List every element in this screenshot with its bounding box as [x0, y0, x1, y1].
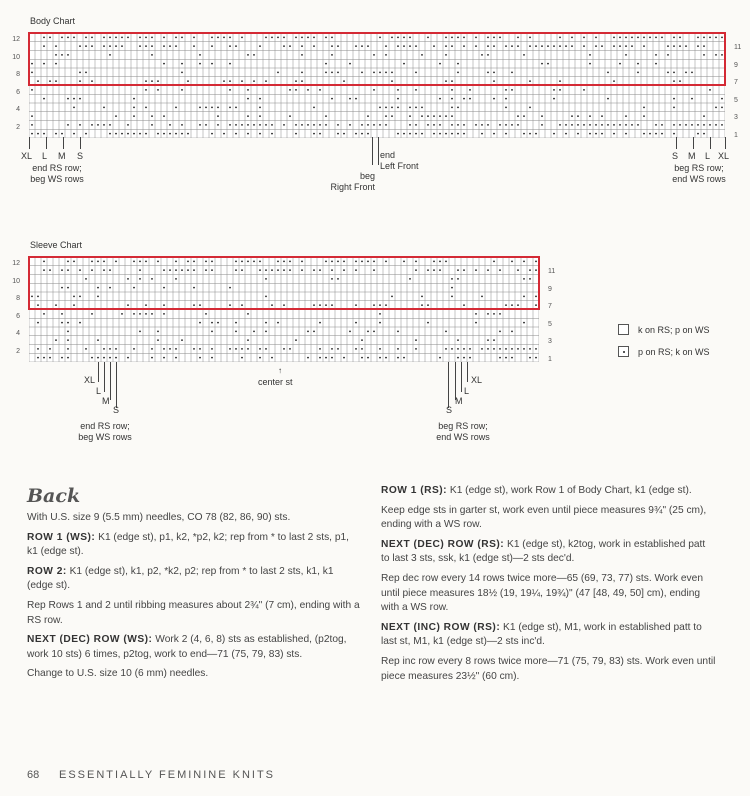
- body-size-l-left: L: [42, 151, 48, 161]
- book-title: ESSENTIALLY FEMININE KNITS: [59, 769, 276, 781]
- sleeve-end-rs-row-left: end RS row; beg WS rows: [78, 421, 132, 442]
- instruction-text: Work 2 (4, 6, 8) sts as established, (p2tog, work 10 sts) 6 times, p2tog, work to end—71 (75, 79, 83) sts.: [27, 634, 347, 660]
- body-beg-right-front: beg Right Front: [330, 171, 375, 192]
- row-number: 3: [734, 114, 738, 121]
- page-number: 68: [27, 769, 40, 781]
- body-size-m-left: M: [58, 151, 66, 161]
- sleeve-beg-rs-row-right: beg RS row; end WS rows: [436, 421, 490, 442]
- row-number: 6: [16, 88, 20, 96]
- instruction-text: K1 (edge st), k1, p2, *k2, p2; rep from * to last 2 sts, k1, k1 (edge st).: [27, 565, 334, 592]
- body-beg-rs-row-right: beg RS row; end WS rows: [672, 163, 726, 184]
- instruction-text: Rep dec row every 14 rows twice more—65 (69, 73, 77) sts. Work even until piece measures 18½ (19, 19¼, 19¾)" (47 [48, 49, 50] cm), ending with a WS row.: [381, 572, 703, 614]
- instruction-paragraph: [27, 565, 362, 594]
- row-number: 3: [548, 338, 552, 345]
- row-number: 4: [16, 106, 20, 113]
- body-size-m-right: M: [688, 151, 696, 161]
- row-number: 5: [734, 96, 738, 104]
- row-number: 1: [548, 355, 552, 363]
- row-number: 10: [12, 277, 20, 285]
- body-chart-repeat-box: [28, 32, 726, 86]
- sleeve-size-s-left: S: [113, 405, 120, 415]
- body-chart-title: Body Chart: [30, 16, 76, 26]
- row-number: 7: [734, 79, 738, 86]
- sleeve-size-xl-left: XL: [84, 375, 96, 385]
- sleeve-chart-repeat-box: [28, 256, 540, 310]
- body-end-left-front: end Left Front: [380, 150, 419, 171]
- body-end-rs-row-left: end RS row; beg WS rows: [30, 163, 84, 184]
- instruction-text: Rep inc row every 8 rows twice more—71 (75, 79, 83) sts. Work even until piece measures 23½" (60 cm).: [381, 655, 716, 682]
- instruction-paragraph: [381, 484, 716, 499]
- row-number: 8: [16, 295, 20, 302]
- instruction-text: K1 (edge st), p1, k2, *p2, k2; rep from * to last 2 sts, p1, k1 (edge st).: [27, 531, 349, 558]
- instruction-text: Rep Rows 1 and 2 until ribbing measures about 2¾" (7 cm), ending with a RS row.: [27, 599, 360, 626]
- instruction-text: Keep edge sts in garter st, work even until piece measures 9¾" (25 cm), ending with a WS row.: [381, 504, 707, 531]
- back-instructions-left-column: [27, 511, 362, 687]
- row-number: 1: [734, 131, 738, 139]
- row-number: 2: [16, 123, 20, 131]
- sleeve-size-m-left: M: [102, 396, 110, 406]
- sleeve-size-m-right: M: [455, 396, 463, 406]
- body-size-l-right: L: [705, 151, 711, 161]
- body-size-xl-right: XL: [718, 151, 730, 161]
- instruction-paragraph: [27, 511, 362, 526]
- instruction-row-label: ROW 2:: [27, 565, 67, 577]
- section-heading-back: Back: [27, 485, 81, 507]
- sleeve-size-xl-right: XL: [471, 375, 483, 385]
- row-number: 6: [16, 312, 20, 320]
- instruction-row-label: ROW 1 (WS):: [27, 531, 96, 543]
- instruction-paragraph: [27, 667, 362, 682]
- instruction-row-label: NEXT (DEC) ROW (WS):: [27, 634, 153, 646]
- instruction-paragraph: [27, 633, 362, 662]
- body-size-xl-left: XL: [21, 151, 33, 161]
- instruction-text: K1 (edge st), M1, work in established patt to last st, M1, k1 (edge st)—2 sts inc'd.: [381, 621, 702, 648]
- back-instructions-right-column: [381, 484, 716, 689]
- row-number: 11: [734, 44, 742, 51]
- sleeve-center-st: center st: [258, 377, 293, 387]
- row-number: 9: [548, 285, 552, 293]
- instruction-paragraph: [381, 621, 716, 650]
- instruction-text: With U.S. size 9 (5.5 mm) needles, CO 78 (82, 86, 90) sts.: [27, 512, 291, 523]
- instruction-paragraph: [381, 538, 716, 567]
- legend-purl-label: p on RS; k on WS: [638, 347, 710, 357]
- instruction-paragraph: [381, 655, 716, 684]
- instruction-text: K1 (edge st), k2tog, work in established patt to last 3 sts, ssk, k1 (edge st)—2 sts dec'd.: [381, 538, 706, 565]
- body-size-s-left: S: [77, 151, 84, 161]
- row-number: 11: [548, 268, 556, 275]
- instruction-row-label: NEXT (INC) ROW (RS):: [381, 621, 501, 633]
- instruction-row-label: NEXT (DEC) ROW (RS):: [381, 538, 505, 550]
- sleeve-size-l-left: L: [96, 386, 102, 396]
- legend-knit-label: k on RS; p on WS: [638, 325, 710, 335]
- row-number: 4: [16, 330, 20, 337]
- sleeve-size-s-right: S: [446, 405, 453, 415]
- instruction-row-label: ROW 1 (RS):: [381, 485, 448, 496]
- row-number: 12: [12, 260, 20, 267]
- row-number: 9: [734, 61, 738, 69]
- row-number: 12: [12, 36, 20, 43]
- body-size-s-right: S: [672, 151, 679, 161]
- row-number: 10: [12, 53, 20, 61]
- row-number: 8: [16, 71, 20, 78]
- row-number: 5: [548, 320, 552, 328]
- instruction-paragraph: [381, 504, 716, 533]
- sleeve-chart-title: Sleeve Chart: [30, 240, 83, 250]
- instruction-text: K1 (edge st), work Row 1 of Body Chart, k1 (edge st).: [447, 485, 692, 496]
- sleeve-center-arrow: ↑: [278, 366, 282, 375]
- instruction-paragraph: [381, 572, 716, 616]
- instruction-paragraph: [27, 531, 362, 560]
- row-number: 7: [548, 303, 552, 310]
- sleeve-size-l-right: L: [464, 386, 470, 396]
- row-number: 2: [16, 347, 20, 355]
- legend-purl-symbol: [618, 346, 629, 357]
- instruction-paragraph: [27, 599, 362, 628]
- legend-knit-symbol: [618, 324, 629, 335]
- instruction-text: Change to U.S. size 10 (6 mm) needles.: [27, 668, 209, 680]
